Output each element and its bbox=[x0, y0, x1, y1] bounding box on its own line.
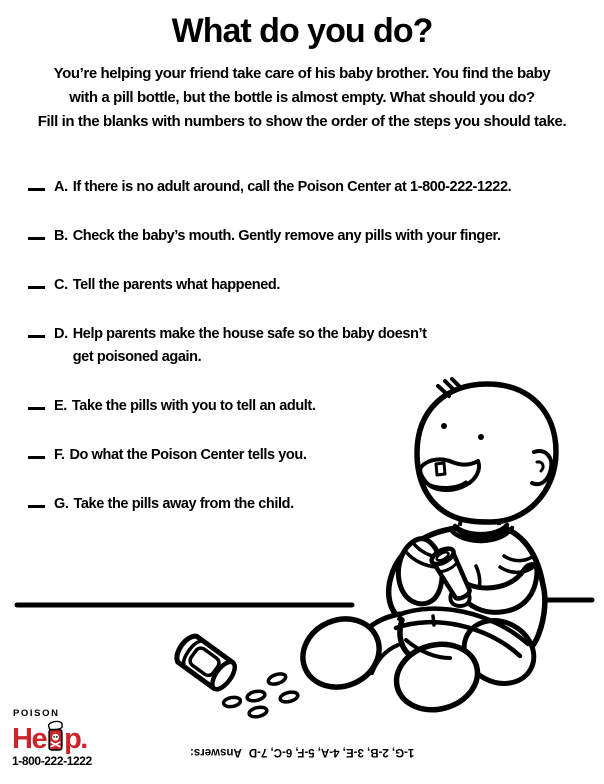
answer-blank-e bbox=[28, 405, 45, 410]
spilled-pill-bottle-icon bbox=[172, 632, 239, 693]
step-item-b bbox=[28, 225, 511, 248]
held-pill-bottle-icon bbox=[429, 545, 474, 602]
answer-blank-c bbox=[28, 284, 45, 289]
baby-torso bbox=[389, 528, 545, 664]
step-text-f: Do what the Poison Center tells you. bbox=[69, 447, 307, 463]
baby-ear bbox=[532, 451, 551, 484]
step-text-b: Check the baby’s mouth. Gently remove any pills with your finger. bbox=[72, 228, 501, 244]
baby-right-foot bbox=[389, 635, 485, 718]
page-title: What do you do? bbox=[171, 12, 433, 50]
intro-line-2: with a pill bottle, but the bottle is almost empty. What should you do? bbox=[69, 89, 535, 106]
poison-help-logo bbox=[12, 709, 112, 768]
step-text-d-line2: get poisoned again. bbox=[72, 349, 202, 365]
logo-help-he: He bbox=[12, 723, 47, 755]
logo-poison-text: POISON bbox=[13, 708, 60, 719]
step-text-d-line1: Help parents make the house safe so the baby doesn’t bbox=[72, 326, 427, 342]
step-letter-b: B. bbox=[54, 228, 68, 244]
step-item-d bbox=[28, 323, 511, 369]
step-item-c bbox=[28, 274, 511, 297]
step-item-f bbox=[28, 444, 511, 467]
logo-phone-number: 1-800-222-1222 bbox=[12, 754, 92, 768]
step-letter-d: D. bbox=[54, 326, 68, 342]
intro-line-3: Fill in the blanks with numbers to show the order of the steps you should take. bbox=[37, 113, 567, 130]
spilled-pills-icon bbox=[223, 672, 299, 718]
intro-line-1: You’re helping your friend take care of his baby brother. You find the baby bbox=[53, 65, 551, 82]
steps-list bbox=[28, 176, 511, 542]
answer-blank-g bbox=[28, 503, 45, 508]
step-letter-g: G. bbox=[54, 496, 69, 512]
step-item-a bbox=[28, 176, 511, 199]
floor-line bbox=[17, 600, 592, 605]
step-text-g: Take the pills away from the child. bbox=[73, 496, 294, 512]
logo-help-p: p. bbox=[64, 723, 87, 755]
step-text-e: Take the pills with you to tell an adult. bbox=[71, 398, 316, 414]
step-text-c: Tell the parents what happened. bbox=[72, 277, 280, 293]
answer-blank-d bbox=[28, 333, 45, 338]
answer-key-upside-down bbox=[190, 746, 414, 758]
answer-key-label: Answers: bbox=[189, 746, 242, 758]
answer-key-values: 1-G, 2-B, 3-E, 4-A, 5-F, 6-C, 7-D bbox=[248, 746, 415, 758]
intro-paragraph bbox=[0, 62, 604, 134]
step-letter-a: A. bbox=[54, 179, 68, 195]
step-letter-f: F. bbox=[54, 447, 65, 463]
step-text-a: If there is no adult around, call the Poison Center at 1-800-222-1222. bbox=[72, 179, 512, 195]
baby-right-arm bbox=[460, 565, 537, 613]
answer-blank-a bbox=[28, 186, 45, 191]
baby-right-thigh bbox=[453, 609, 545, 696]
step-item-e bbox=[28, 395, 511, 418]
baby-left-foot bbox=[292, 607, 390, 699]
answer-blank-b bbox=[28, 235, 45, 240]
answer-key-wrap bbox=[0, 746, 604, 758]
baby-left-arm bbox=[398, 539, 442, 604]
step-item-g bbox=[28, 493, 511, 516]
answer-blank-f bbox=[28, 454, 45, 459]
step-letter-c: C. bbox=[54, 277, 68, 293]
step-letter-e: E. bbox=[54, 398, 67, 414]
step-text-d bbox=[73, 323, 427, 369]
